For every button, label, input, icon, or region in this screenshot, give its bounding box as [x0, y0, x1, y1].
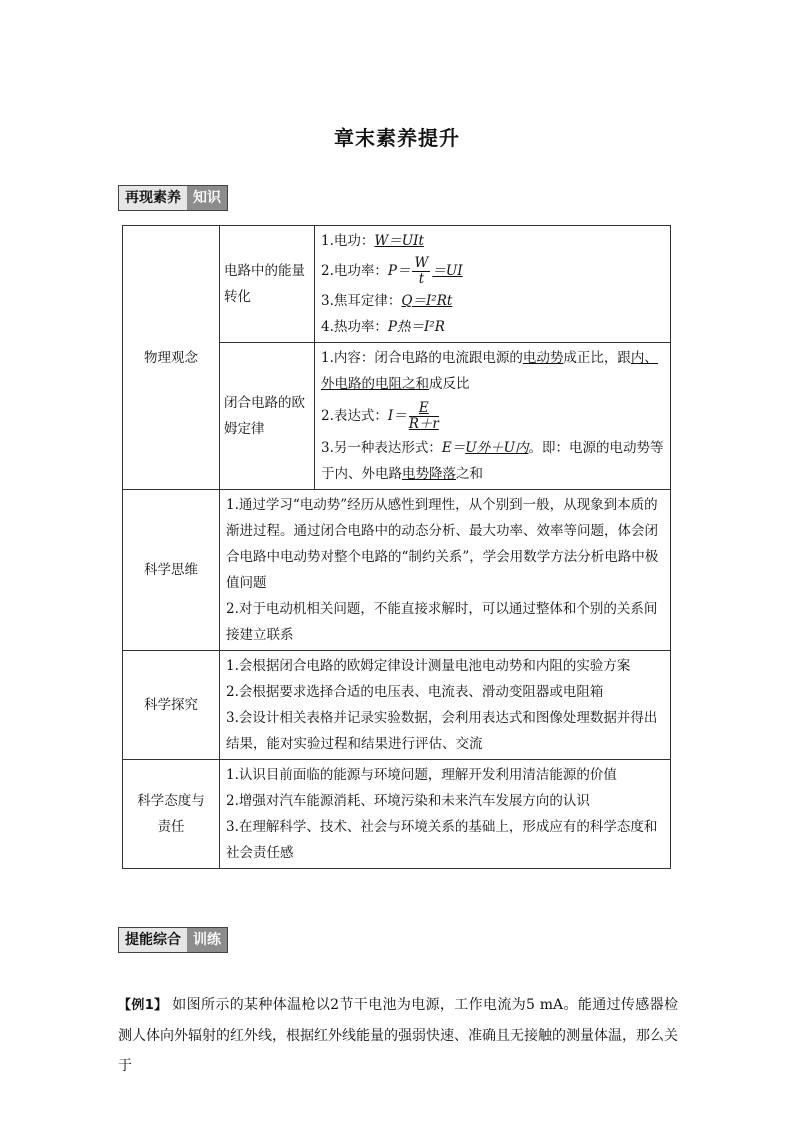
category-physics-concept: 物理观念	[123, 226, 220, 490]
subcategory-energy: 电路中的能量转化	[220, 226, 315, 343]
content-ohm-law: 1.内容：闭合电路的电流跟电源的电动势成正比，跟内、外电路的电阻之和成反比 2.表达式：I＝ $\frac{E}{R+r}$ 3.另一种表达形式：E＝U外＋U内。即：电源的电动势等于内、外电路电势降落之和	[315, 343, 671, 490]
subcategory-ohm-law: 闭合电路的欧姆定律	[220, 343, 315, 490]
table-row	[123, 651, 671, 760]
table-row	[123, 226, 671, 343]
formula-heat-power: P热＝I²R	[387, 319, 445, 335]
example-text: 如图所示的某种体温枪以2节干电池为电源，工作电流为5 mA。能通过传感器检测人体向外辐射的红外线，根据红外线能量的强弱快速、准确且无接触的测量体温，那么关于	[118, 997, 678, 1074]
content-attitude: 1.认识目前面临的能源与环境问题，理解开发利用清洁能源的价值 2.增强对汽车能源消耗、环境污染和未来汽车发展方向的认识 3.在理解科学、技术、社会与环境关系的基础上，形成应有的科学态度和社会责任感	[220, 760, 671, 869]
fraction-e-over-r: $\frac{E}{R+r}$	[408, 400, 439, 432]
section-header-knowledge	[118, 185, 228, 211]
content-scientific-thinking: 1.通过学习“电动势”经历从感性到理性，从个别到一般，从现象到本质的渐进过程。通过闭合电路中的动态分析、最大功率、效率等问题，体会闭合电路中电动势对整个电路的“制约关系”，学会用数学方法分析电路中极值问题 2.对于电动机相关问题，不能直接求解时，可以通过整体和个别的关系间接建立联系	[220, 490, 671, 651]
fraction-w-over-t: $\frac{W}{t}$	[414, 255, 429, 287]
table-row	[123, 490, 671, 651]
section-header-part1: 提能综合	[119, 928, 187, 952]
category-attitude: 科学态度与责任	[123, 760, 220, 869]
content-energy: 1.电功：W＝UIt 2.电功率：P＝ $\frac{W}{t}$ ＝UI 3.焦耳定律：Q＝I²Rt 4.热功率：P热＝I²R	[315, 226, 671, 343]
section-header-part2: 训练	[187, 928, 227, 952]
section-header-training	[118, 927, 228, 953]
formula-joule: Q＝I²Rt	[401, 293, 453, 309]
section-header-part2: 知识	[187, 186, 227, 210]
page-title: 章末素养提升	[334, 126, 460, 150]
formula-power: ＝UI	[432, 263, 463, 279]
content-scientific-inquiry: 1.会根据闭合电路的欧姆定律设计测量电池电动势和内阻的实验方案 2.会根据要求选择合适的电压表、电流表、滑动变阻器或电阻箱 3.会设计相关表格并记录实验数据，会利用表达式和图像处理数据并得出结果，能对实验过程和结果进行评估、交流	[220, 651, 671, 760]
knowledge-table	[122, 225, 671, 869]
formula-work: W＝UIt	[374, 233, 424, 249]
example-tag: 【例1】	[118, 998, 168, 1013]
section-header-part1: 再现素养	[119, 186, 187, 210]
example-question	[118, 990, 678, 1081]
table-row	[123, 760, 671, 869]
category-scientific-inquiry: 科学探究	[123, 651, 220, 760]
category-scientific-thinking: 科学思维	[123, 490, 220, 651]
